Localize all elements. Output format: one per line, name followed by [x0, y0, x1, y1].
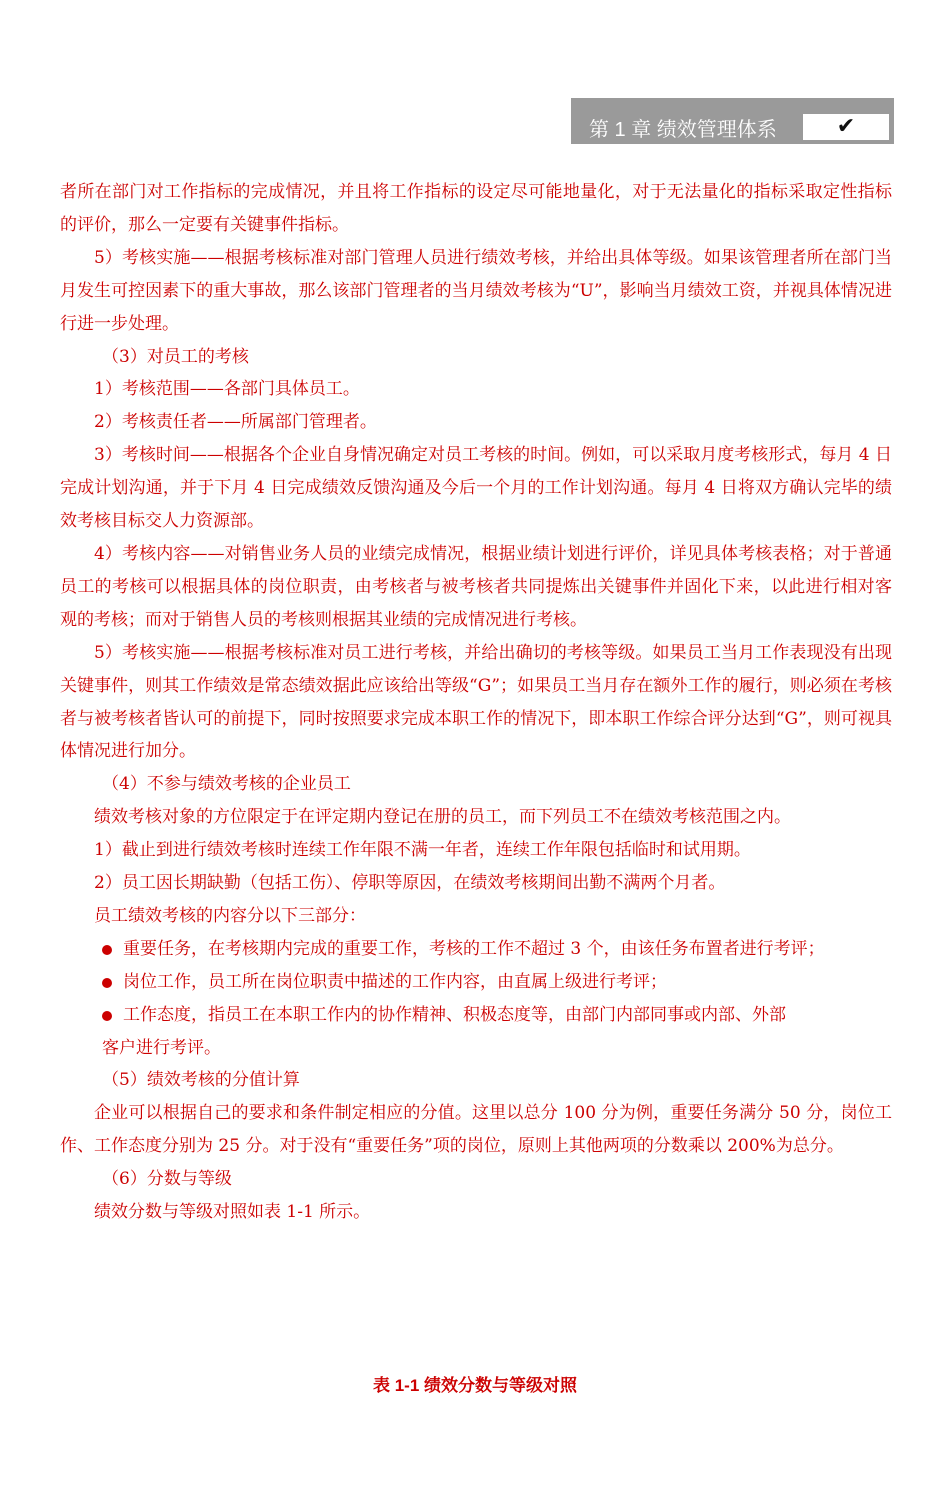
paragraph: 5）考核实施——根据考核标准对部门管理人员进行绩效考核，并给出具体等级。如果该管理者所在部门当月发生可控因素下的重大事故，那么该部门管理者的当月绩效考核为“U”，影响当月绩效工资，并视具体情况进行进一步处理。 — [60, 247, 892, 334]
check-mark-icon: ✔ — [803, 114, 889, 140]
paragraph: 1）截止到进行绩效考核时连续工作年限不满一年者，连续工作年限包括临时和试用期。 — [94, 840, 751, 861]
paragraph: 2）考核责任者——所属部门管理者。 — [94, 412, 377, 433]
bullet-text: 重要任务，在考核期内完成的重要工作，考核的工作不超过 3 个，由该任务布置者进行考评； — [123, 938, 825, 959]
paragraph: 绩效分数与等级对照如表 1-1 所示。 — [94, 1202, 371, 1223]
bullet-dot-icon — [102, 1011, 112, 1021]
bullet-continuation: 客户进行考评。 — [102, 1037, 221, 1058]
paragraph: 2）员工因长期缺勤（包括工伤）、停职等原因，在绩效考核期间出勤不满两个月者。 — [94, 873, 726, 894]
paragraph: 5）考核实施——根据考核标准对员工进行考核，并给出确切的考核等级。如果员工当月工作表现没有出现关键事件，则其工作绩效是常态绩效据此应该给出等级“G”；如果员工当月存在额外工作的履行，则必须在考核者与被考核者皆认可的前提下，同时按照要求完成本职工作的情况下，即本职工作综合评分达到“G”，则可视具体情况进行加分。 — [60, 642, 892, 762]
paragraph: 4）考核内容——对销售业务人员的业绩完成情况，根据业绩计划进行评价，详见具体考核表格；对于普通员工的考核可以根据具体的岗位职责，由考核者与被考核者共同提炼出关键事件并固化下来，以此进行相对客观的考核；而对于销售人员的考核则根据其业绩的完成情况进行考核。 — [60, 543, 892, 630]
chapter-title: 第 1 章 绩效管理体系 — [589, 119, 777, 141]
paragraph: 员工绩效考核的内容分以下三部分： — [94, 905, 366, 926]
bullet-item — [60, 999, 892, 1032]
paragraph-continuation: 者所在部门对工作指标的完成情况，并且将工作指标的设定尽可能地量化，对于无法量化的指标采取定性指标的评价，那么一定要有关键事件指标。 — [60, 182, 892, 235]
body-text — [60, 176, 892, 1229]
chapter-header-bar — [571, 98, 894, 144]
bullet-item — [60, 966, 892, 999]
bullet-dot-icon — [102, 978, 112, 988]
bullet-text: 岗位工作，员工所在岗位职责中描述的工作内容，由直属上级进行考评； — [123, 971, 667, 992]
paragraph: 企业可以根据自己的要求和条件制定相应的分值。这里以总分 100 分为例，重要任务满分 50 分，岗位工作、工作态度分别为 25 分。对于没有“重要任务”项的岗位，原则上其他两项的分数乘以 200%为总分。 — [60, 1103, 892, 1157]
paragraph: 绩效考核对象的方位限定于在评定期内登记在册的员工，而下列员工不在绩效考核范围之内。 — [94, 807, 791, 828]
paragraph: 1）考核范围——各部门具体员工。 — [94, 379, 360, 400]
bullet-text: 工作态度，指员工在本职工作内的协作精神、积极态度等，由部门内部同事或内部、外部 — [123, 1004, 786, 1025]
bullet-item — [60, 933, 892, 966]
section-heading: （5）绩效考核的分值计算 — [102, 1070, 300, 1091]
section-heading: （6）分数与等级 — [102, 1169, 232, 1190]
paragraph: 3）考核时间——根据各个企业自身情况确定对员工考核的时间。例如，可以采取月度考核形式，每月 4 日完成计划沟通，并于下月 4 日完成绩效反馈沟通及今后一个月的工作计划沟通。每月 4 日将双方确认完毕的绩效考核目标交人力资源部。 — [60, 445, 892, 532]
section-heading: （3）对员工的考核 — [102, 346, 249, 367]
bullet-dot-icon — [102, 945, 112, 955]
table-caption: 表 1-1 绩效分数与等级对照 — [372, 1376, 578, 1395]
section-heading: （4）不参与绩效考核的企业员工 — [102, 774, 351, 795]
